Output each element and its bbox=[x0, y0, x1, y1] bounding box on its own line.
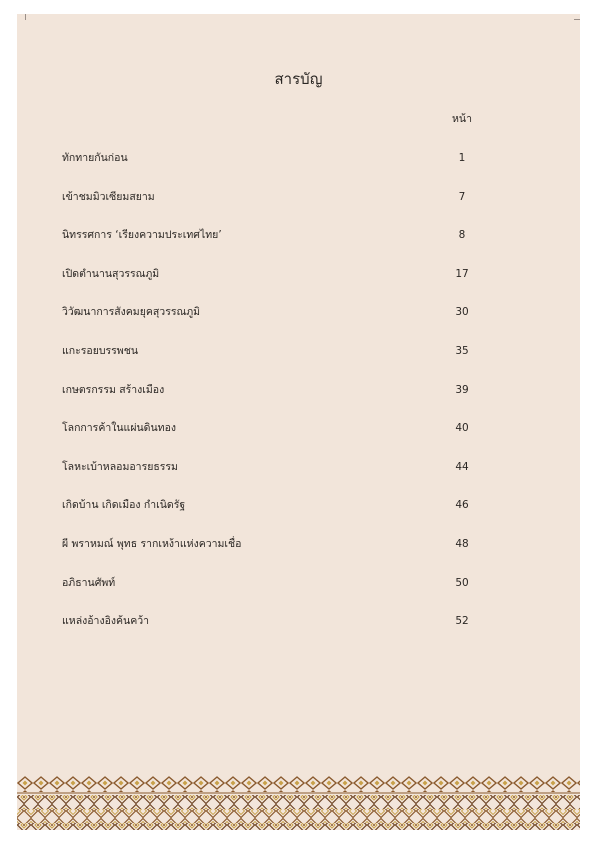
toc-entry[interactable] bbox=[62, 380, 532, 400]
toc-entry[interactable] bbox=[62, 457, 532, 477]
crop-mark-right bbox=[574, 19, 580, 20]
toc-entry-title: โลกการค้าในแผ่นดินทอง bbox=[62, 422, 176, 435]
toc-entry[interactable] bbox=[62, 187, 532, 207]
toc-entry-page-number: 46 bbox=[455, 499, 469, 512]
toc-entry-title: โลหะเบ้าหลอมอารยธรรม bbox=[62, 460, 178, 473]
toc-entry[interactable] bbox=[62, 341, 532, 361]
crop-marks bbox=[17, 14, 580, 15]
toc-entry-page-number: 17 bbox=[455, 267, 469, 280]
toc-entry-page-number: 52 bbox=[455, 615, 469, 628]
toc-entry[interactable] bbox=[62, 495, 532, 515]
toc-entry[interactable] bbox=[62, 534, 532, 554]
toc-page bbox=[17, 14, 580, 830]
toc-entry-page-number: 1 bbox=[458, 152, 466, 164]
toc-entry-page-number: 30 bbox=[455, 306, 469, 319]
toc-entry-page-number: 50 bbox=[455, 576, 469, 589]
toc-entry[interactable] bbox=[62, 302, 532, 322]
toc-entry[interactable] bbox=[62, 148, 532, 168]
toc-entry-page-number: 44 bbox=[455, 460, 469, 473]
page-title: สารบัญ bbox=[274, 70, 323, 88]
toc-entry-title: นิทรรศการ ‘เรียงความประเทศไทย’ bbox=[62, 229, 222, 242]
crop-mark-left bbox=[25, 14, 26, 20]
toc-entry-title: แกะรอยบรรพชน bbox=[62, 345, 139, 357]
page-column-header: หน้า bbox=[452, 113, 472, 125]
toc-entry[interactable] bbox=[62, 573, 532, 593]
toc-entry[interactable] bbox=[62, 264, 532, 284]
toc-entry-page-number: 8 bbox=[458, 229, 466, 242]
toc-entry-title: เกษตรกรรม สร้างเมือง bbox=[62, 383, 165, 396]
toc-entry-page-number: 7 bbox=[458, 190, 466, 203]
toc-entry-page-number: 40 bbox=[455, 422, 469, 435]
toc-entry-title: ผี พราหมณ์ พุทธ รากเหง้าแห่งความเชื่อ bbox=[62, 538, 242, 550]
toc-entry-title: เปิดตำนานสุวรรณภูมิ bbox=[62, 267, 160, 280]
toc-entry-page-number: 35 bbox=[455, 345, 469, 357]
toc-entry-title: อภิธานศัพท์ bbox=[62, 576, 116, 589]
decorative-border-pattern bbox=[17, 776, 580, 830]
toc-entry-page-number: 39 bbox=[455, 383, 469, 396]
toc-entry[interactable] bbox=[62, 611, 532, 631]
toc-entry-title: เข้าชมมิวเซียมสยาม bbox=[62, 190, 155, 203]
toc-entry-title: แหล่งอ้างอิงค้นคว้า bbox=[62, 615, 150, 628]
toc-entry-title: เกิดบ้าน เกิดเมือง กำเนิดรัฐ bbox=[62, 499, 186, 512]
toc-entry-title: ทักทายกันก่อน bbox=[62, 152, 128, 164]
toc-entry[interactable] bbox=[62, 418, 532, 438]
toc-entry-title: วิวัฒนาการสังคมยุคสุวรรณภูมิ bbox=[62, 306, 201, 319]
toc-entry-page-number: 48 bbox=[455, 538, 469, 550]
toc-entry[interactable] bbox=[62, 225, 532, 245]
